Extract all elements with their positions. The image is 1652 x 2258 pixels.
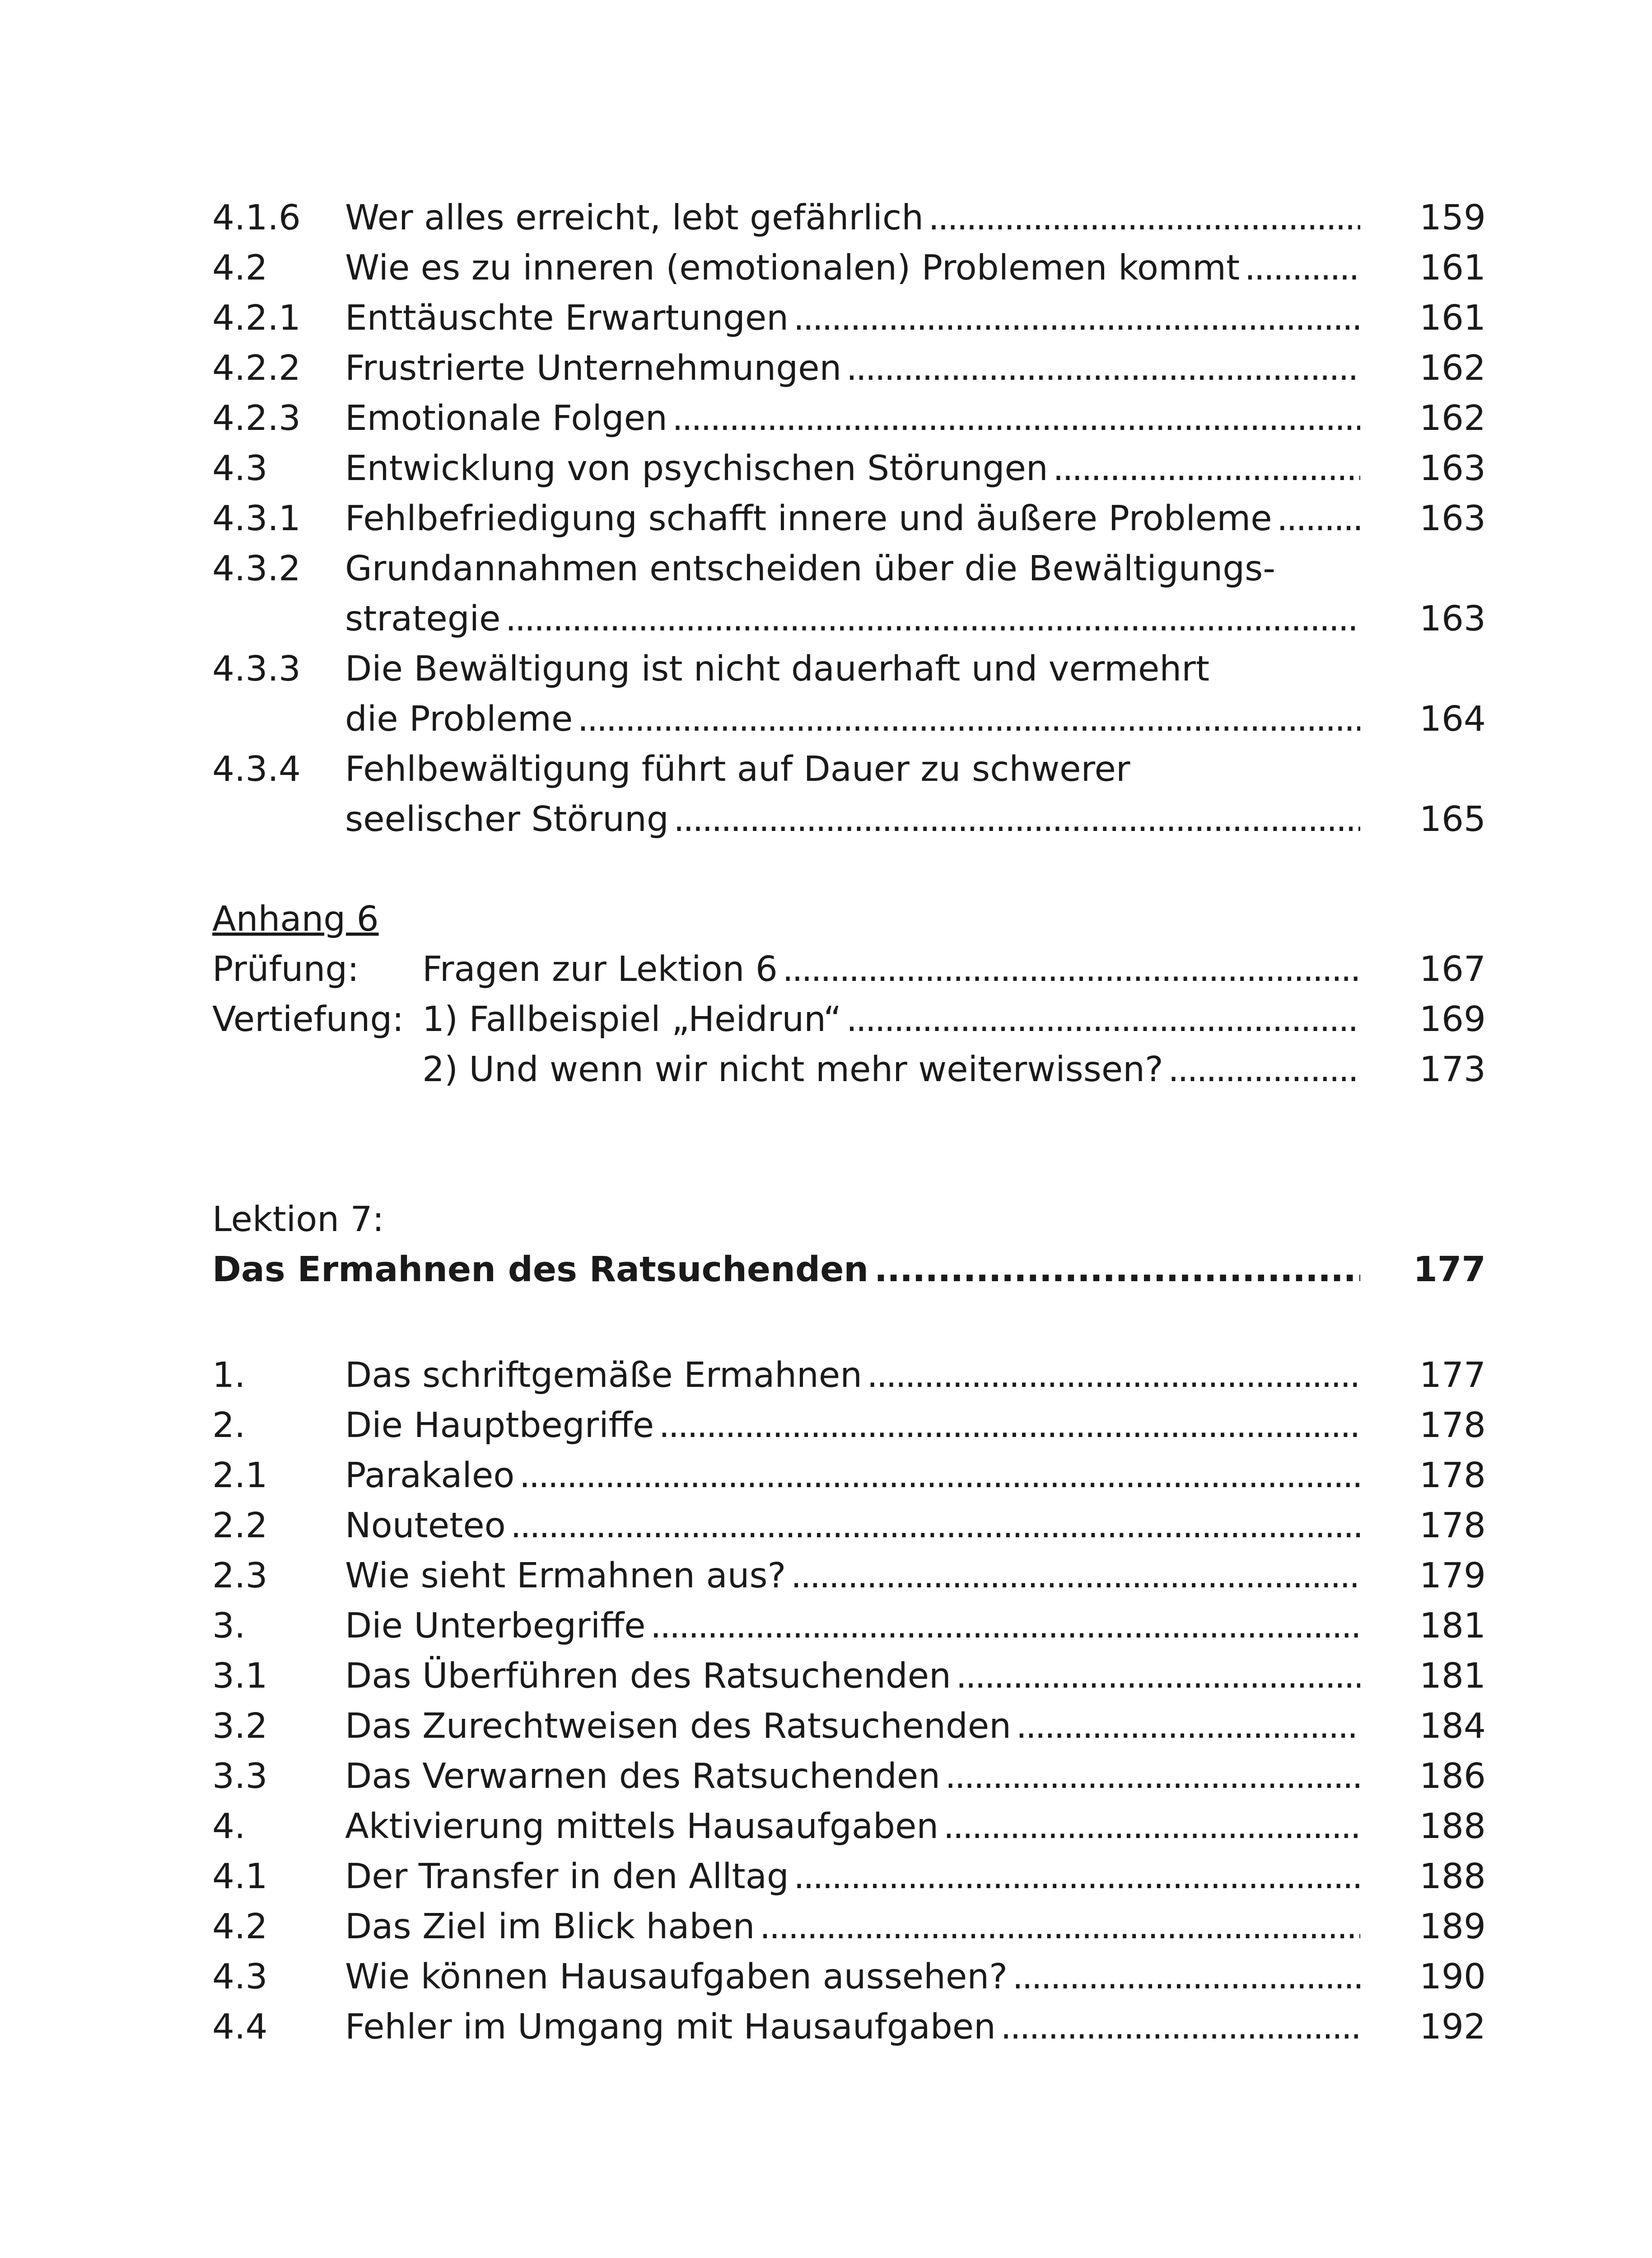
toc-entry-title: Die Hauptbegriffe . . . xyxy=(345,1400,1360,1451)
appendix-entry-page: 169 xyxy=(1419,999,1486,1040)
toc-entry-number: 4.1.6 xyxy=(212,198,301,238)
toc-entry-number: 4.2.2 xyxy=(212,348,301,388)
toc-entry-page: 178 xyxy=(1419,1405,1486,1446)
toc-entry-page: 163 xyxy=(1419,499,1486,539)
toc-entry-number: 2.3 xyxy=(212,1556,268,1596)
toc-entry-page: 161 xyxy=(1419,298,1486,338)
toc-entry xyxy=(212,293,1486,344)
toc-entry xyxy=(212,2002,1486,2053)
toc-entry-title: Emotionale Folgen . . . xyxy=(345,393,1360,444)
toc-entry-page: 178 xyxy=(1419,1456,1486,1496)
toc-entry-page: 181 xyxy=(1419,1656,1486,1696)
toc-entry-title: Wie können Hausaufgaben aussehen? . . . xyxy=(345,1952,1360,2002)
appendix-entry-label: Vertiefung: xyxy=(212,999,404,1040)
toc-entry-title: Aktivierung mittels Hausaufgaben . . . xyxy=(345,1801,1360,1852)
toc-entry-title: Frustrierte Unternehmungen . . . xyxy=(345,343,1360,394)
appendix-entry-title: Fragen zur Lektion 6 . . . xyxy=(422,944,1360,995)
toc-entry-page: 161 xyxy=(1419,248,1486,288)
toc-entry-number: 4.2.1 xyxy=(212,298,301,338)
lesson-title-row xyxy=(212,1245,1486,1295)
toc-entry-number: 4.3.2 xyxy=(212,549,301,589)
toc-entry xyxy=(212,1751,1486,1802)
appendix-entry xyxy=(212,944,1486,995)
toc-entry-continuation xyxy=(212,794,1486,845)
toc-entry-page: 178 xyxy=(1419,1506,1486,1546)
lesson-label: Lektion 7: xyxy=(212,1199,384,1240)
toc-entry-page: 179 xyxy=(1419,1556,1486,1596)
toc-entry xyxy=(212,1400,1486,1451)
toc-entry-page: 188 xyxy=(1419,1857,1486,1897)
toc-entry-title: Das Ziel im Blick haben . . . xyxy=(345,1902,1360,1952)
toc-entry-number: 3.2 xyxy=(212,1706,268,1746)
toc-entry-number: 3. xyxy=(212,1606,246,1646)
toc-entry-page: 163 xyxy=(1419,599,1486,639)
toc-entry xyxy=(212,243,1486,294)
toc-entry-title: Grundannahmen entscheiden über die Bewältigungs- xyxy=(345,549,1276,589)
toc-entry xyxy=(212,343,1486,394)
toc-entry-page: 192 xyxy=(1419,2007,1486,2047)
toc-entry-title-continued: die Probleme . . . xyxy=(345,694,1360,745)
toc-entry xyxy=(212,443,1486,494)
toc-entry-title: Fehlbewältigung führt auf Dauer zu schwerer xyxy=(345,749,1130,789)
lesson-label-row xyxy=(212,1194,1486,1245)
toc-entry-continuation xyxy=(212,694,1486,745)
appendix-entry-page: 173 xyxy=(1419,1050,1486,1090)
toc-entry-page: 189 xyxy=(1419,1907,1486,1947)
toc-entry xyxy=(212,544,1486,594)
toc-entry xyxy=(212,1952,1486,2002)
toc-entry-title: Entwicklung von psychischen Störungen . . . xyxy=(345,443,1360,494)
toc-entry-title: Der Transfer in den Alltag . . . xyxy=(345,1852,1360,1902)
toc-entry xyxy=(212,1551,1486,1601)
toc-entry-page: 186 xyxy=(1419,1756,1486,1796)
toc-entry-page: 162 xyxy=(1419,398,1486,439)
toc-entry-number: 4.2 xyxy=(212,248,268,288)
toc-entry xyxy=(212,1902,1486,1952)
toc-entry-number: 3.1 xyxy=(212,1656,268,1696)
toc-entry-number: 4.2 xyxy=(212,1907,268,1947)
toc-entry-page: 162 xyxy=(1419,348,1486,388)
toc-entry-title: Parakaleo . . . xyxy=(345,1451,1360,1501)
toc-entry-page: 163 xyxy=(1419,448,1486,489)
toc-entry-page: 177 xyxy=(1419,1355,1486,1395)
toc-entry-title: Enttäuschte Erwartungen . . . xyxy=(345,293,1360,344)
appendix-entry-page: 167 xyxy=(1419,949,1486,989)
toc-entry xyxy=(212,393,1486,444)
toc-entry-title: Wie es zu inneren (emotionalen) Problemen kommt . . . xyxy=(345,243,1360,294)
toc-entry-page: 159 xyxy=(1419,198,1486,238)
toc-entry-continuation xyxy=(212,594,1486,644)
toc-entry-title: Das Zurechtweisen des Ratsuchenden . . . xyxy=(345,1701,1360,1752)
toc-entry-number: 1. xyxy=(212,1355,246,1395)
appendix-heading: Anhang 6 xyxy=(212,899,379,939)
appendix-entry-title: 1) Fallbeispiel „Heidrun“ . . . xyxy=(422,994,1360,1045)
toc-entry-number: 2.1 xyxy=(212,1456,268,1496)
lesson-page: 177 xyxy=(1413,1250,1486,1290)
toc-entry-page: 181 xyxy=(1419,1606,1486,1646)
toc-entry xyxy=(212,1601,1486,1652)
toc-entry-page: 190 xyxy=(1419,1957,1486,1997)
toc-entry-number: 2.2 xyxy=(212,1506,268,1546)
toc-entry-title: Fehlbefriedigung schafft innere und äußere Probleme . . . xyxy=(345,494,1360,544)
toc-entry-number: 3.3 xyxy=(212,1756,268,1796)
toc-entry xyxy=(212,1350,1486,1401)
toc-entry-number: 4.3 xyxy=(212,448,268,489)
toc-entry xyxy=(212,1801,1486,1852)
lesson-title: Das Ermahnen des Ratsuchenden . . . xyxy=(212,1245,1360,1295)
toc-entry-title: Das Verwarnen des Ratsuchenden . . . xyxy=(345,1751,1360,1802)
toc-entry xyxy=(212,494,1486,544)
toc-entry-title: Wer alles erreicht, lebt gefährlich . . . xyxy=(345,193,1360,243)
toc-entry-title-continued: seelischer Störung . . . xyxy=(345,794,1360,845)
appendix-entry-title: 2) Und wenn wir nicht mehr weiterwissen? . . . xyxy=(422,1045,1360,1095)
toc-entry-number: 4.3.1 xyxy=(212,499,301,539)
toc-entry-title: Das Überführen des Ratsuchenden . . . xyxy=(345,1651,1360,1702)
appendix-entry-label: Prüfung: xyxy=(212,949,359,989)
toc-entry xyxy=(212,1651,1486,1702)
toc-entry xyxy=(212,193,1486,243)
toc-entry-number: 4.3 xyxy=(212,1957,268,1997)
toc-entry-title: Nouteteo . . . xyxy=(345,1501,1360,1551)
toc-entry-number: 2. xyxy=(212,1405,246,1446)
toc-entry-page: 165 xyxy=(1419,799,1486,840)
toc-entry xyxy=(212,1701,1486,1752)
toc-entry-page: 188 xyxy=(1419,1806,1486,1847)
toc-entry xyxy=(212,1451,1486,1501)
appendix-entry xyxy=(212,994,1486,1045)
toc-entry-number: 4. xyxy=(212,1806,246,1847)
toc-entry-title: Das schriftgemäße Ermahnen . . . xyxy=(345,1350,1360,1401)
toc-entry-page: 164 xyxy=(1419,699,1486,739)
appendix-entry xyxy=(212,1045,1486,1095)
toc-entry-number: 4.2.3 xyxy=(212,398,301,439)
toc-entry-title: Die Bewältigung ist nicht dauerhaft und vermehrt xyxy=(345,649,1210,689)
toc-entry xyxy=(212,744,1486,795)
toc-entry-title: Fehler im Umgang mit Hausaufgaben . . . xyxy=(345,2002,1360,2053)
toc-entry-title: Die Unterbegriffe . . . xyxy=(345,1601,1360,1652)
appendix-heading-row xyxy=(212,894,1486,945)
toc-entry-title-continued: strategie . . . xyxy=(345,594,1360,644)
toc-entry-number: 4.1 xyxy=(212,1857,268,1897)
toc-entry-title: Wie sieht Ermahnen aus? . . . xyxy=(345,1551,1360,1601)
toc-entry xyxy=(212,1501,1486,1551)
toc-entry-number: 4.3.4 xyxy=(212,749,301,789)
toc-entry xyxy=(212,644,1486,695)
toc-entry-number: 4.3.3 xyxy=(212,649,301,689)
toc-entry-page: 184 xyxy=(1419,1706,1486,1746)
toc-entry-number: 4.4 xyxy=(212,2007,268,2047)
toc-entry xyxy=(212,1852,1486,1902)
